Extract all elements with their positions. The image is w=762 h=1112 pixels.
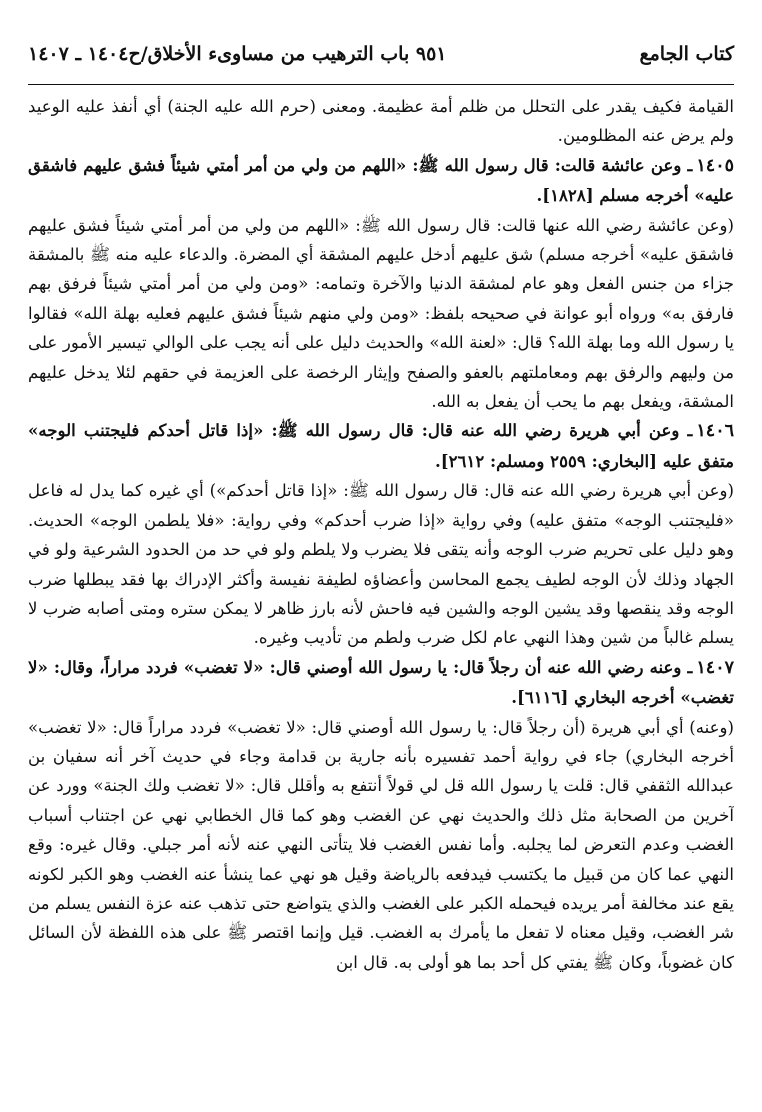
commentary-paragraph: [28, 476, 734, 652]
hadith-paragraph: [28, 416, 734, 476]
header-divider: [28, 84, 734, 85]
commentary-text: القيامة فكيف يقدر على التحلل من ظلم أمة عظيمة. ومعنى (حرم الله عليه الجنة) أي أنفذ عليه الوعيد ولم يرض عنه المظلومين.: [28, 97, 734, 146]
hadith-paragraph: [28, 653, 734, 713]
running-header: [28, 36, 734, 72]
hadith-number: ١٤٠٧: [696, 657, 734, 678]
commentary-paragraph: [28, 713, 734, 978]
hadith-text: ـ وعن أبي هريرة رضي الله عنه قال: قال رسول الله ﷺ: «إذا قاتل أحدكم فليجتنب الوجه» متفق عليه [البخاري: ٢٥٥٩ ومسلم: ٢٦١٢].: [28, 420, 734, 471]
chapter-title: ٩٥١ باب الترهيب من مساوىء الأخلاق/ح١٤٠٤ ـ ١٤٠٧: [28, 43, 447, 65]
hadith-number: ١٤٠٥: [696, 155, 734, 176]
commentary-paragraph: [28, 92, 734, 151]
hadith-number: ١٤٠٦: [696, 421, 734, 442]
hadith-paragraph: [28, 151, 734, 211]
book-title: كتاب الجامع: [639, 43, 734, 65]
commentary-text: (وعن أبي هريرة رضي الله عنه قال: قال رسول الله ﷺ: «إذا قاتل أحدكم») أي غيره كما يدل له فاعل «فليجتنب الوجه» متفق عليه) وفي رواية «إذا ضرب أحدكم» وفي رواية: «فلا يلطمن الوجه» الحديث. وهو دليل على تحريم ضرب الوجه وأنه يتقى فلا يضرب ولا يلطم ولو في حد من الحدود الشرعية ولو في الجهاد وذلك لأن الوجه لطيف يجمع المحاسن وأعضاؤه لطيفة نفيسة وأكثر الإدراك بها فقد يبطلها ضرب الوجه وقد ينقصها وقد يشين الوجه والشين فيه فاحش لأنه بارز ظاهر لا يمكن ستره ومتى أصابه ضرب لا يسلم غالباً من شين وهذا النهي عام لكل ضرب ولطم من تأديب وغيره.: [28, 481, 734, 648]
commentary-paragraph: [28, 211, 734, 417]
hadith-text: ـ وعنه رضي الله عنه أن رجلاً قال: يا رسول الله أوصني قال: «لا تغضب» فردد مراراً، وقال: «لا تغضب» أخرجه البخاري [٦١١٦].: [28, 656, 734, 708]
page-body: [28, 92, 734, 1104]
commentary-text: (وعن عائشة رضي الله عنها قالت: قال رسول الله ﷺ: «اللهم من ولي من أمر أمتي شيئاً فشق عليهم فاشقق عليه» أخرجه مسلم) شق عليهم أدخل عليهم المشقة أي المضرة. والدعاء عليه منه ﷺ بالمشقة جزاء من جنس الفعل وهو عام لمشقة الدنيا والآخرة وتمامه: «ومن ولي من أمر أمتي شيئاً فرفق بهم فارفق به» ورواه أبو عوانة في صحيحه بلفظ: «ومن ولي منهم شيئاً فشق عليهم فعليه بهلة الله» فقالوا يا رسول الله وما بهلة الله؟ قال: «لعنة الله» والحديث دليل على أنه يجب على الوالي تيسير الأمور على من وليهم والرفق بهم ومعاملتهم بالعفو والصفح وإيثار الرخصة على العزيمة في حقهم لئلا يدخل عليهم المشقة، ويفعل بهم ما يحب أن يفعل به الله.: [28, 215, 734, 412]
commentary-text: (وعنه) أي أبي هريرة (أن رجلاً قال: يا رسول الله أوصني قال: «لا تغضب» فردد مراراً قال: «لا تغضب» أخرجه البخاري) جاء في رواية أحمد تفسيره بأنه جارية بن قدامة وجاء في حديث آخر أنه سفيان بن عبدالله الثقفي قال: قلت يا رسول الله قل لي قولاً أنتفع به وأقلل قال: «لا تغضب ولك الجنة» وورد عن آخرين من الصحابة مثل ذلك والحديث نهي عن الغضب وهو كما قال الخطابي نهي عن اجتناب أسباب الغضب وعدم التعرض لما يجلبه. وأما نفس الغضب فلا يتأتى النهي عنه لأنه أمر جبلي. وقال غيره: وقع النهي عما كان من قبيل ما يكتسب فيدفعه بالرياضة وقيل هو نهي عما ينشأ عنه الغضب وهو الكبر لكونه يقع عند مخالفة أمر يريده فيحمله الكبر على الغضب والذي يتواضع حتى تذهب عنه عزة النفس يسلم من شر الغضب، وقيل معناه لا تفعل ما يأمرك به الغضب. قيل وإنما اقتصر ﷺ على هذه اللفظة لأن السائل كان غضوباً، وكان ﷺ يفتي كل أحد بما هو أولى به. قال ابن: [28, 717, 734, 972]
hadith-text: ـ وعن عائشة قالت: قال رسول الله ﷺ: «اللهم من ولي من أمر أمتي شيئاً فشق عليهم فاشقق عليه» أخرجه مسلم [١٨٢٨].: [28, 154, 734, 206]
